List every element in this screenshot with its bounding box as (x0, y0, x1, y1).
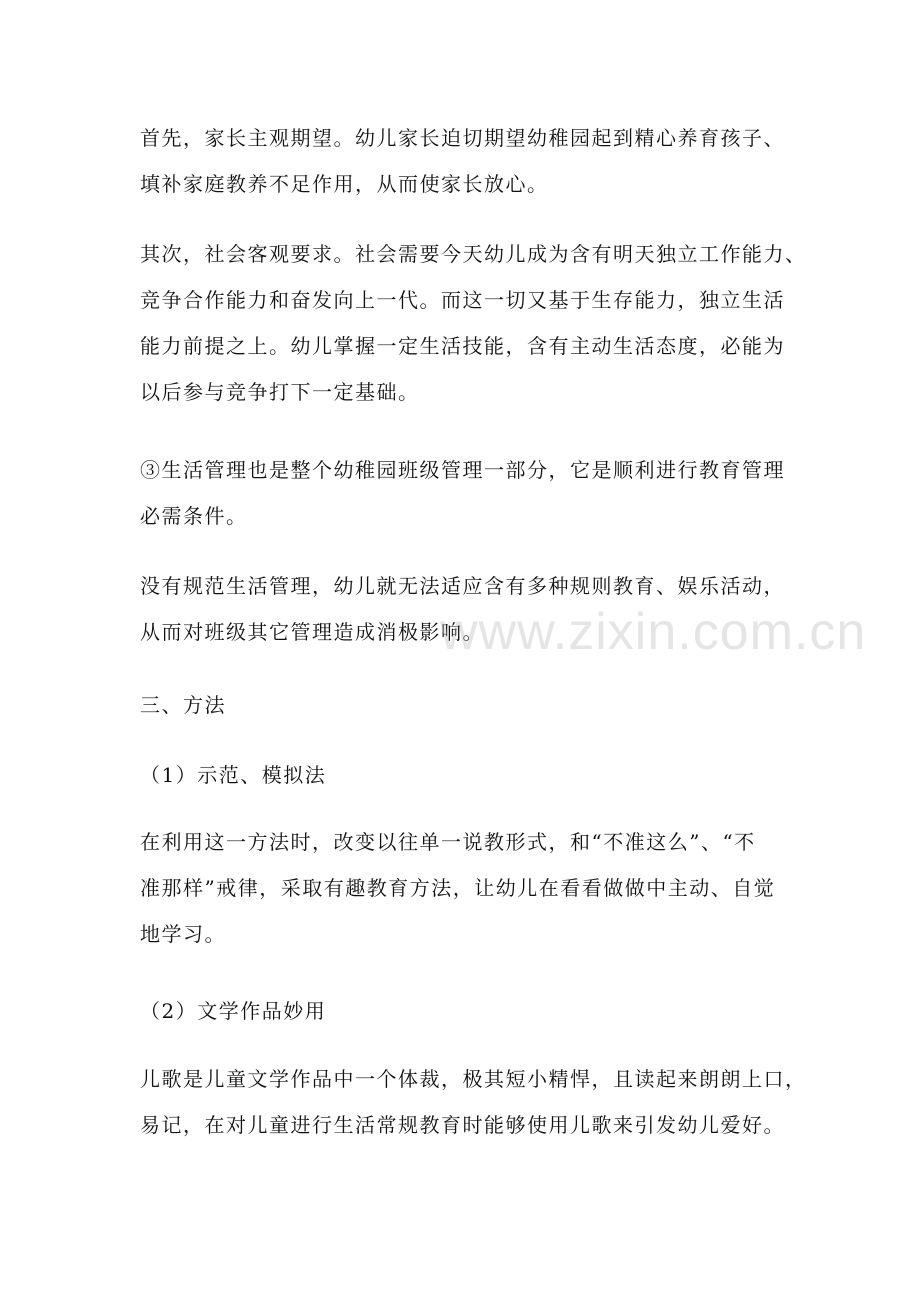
text-line: 以后参与竞争打下一定基础。 (140, 380, 420, 404)
text-line: 首先，家长主观期望。幼儿家长迫切期望幼稚园起到精心养育孩子、 (140, 126, 785, 150)
text-line: 在利用这一方法时，改变以往单一说教形式，和“不准这么”、“不 (140, 830, 756, 854)
text-line: 其次，社会客观要求。社会需要今天幼儿成为含有明天独立工作能力、 (140, 242, 807, 266)
text-line: 能力前提之上。幼儿掌握一定生活技能，含有主动生活态度，必能为 (140, 334, 785, 358)
text-line: ③生活管理也是整个幼稚园班级管理一部分，它是顺利进行教育管理 (140, 458, 785, 482)
section-heading-methods: 三、方法 (140, 693, 226, 717)
text-line: 从而对班级其它管理造成消极影响。 (140, 620, 484, 644)
text-line: 易记，在对儿童进行生活常规教育时能够使用儿歌来引发幼儿爱好。 (140, 1113, 785, 1137)
watermark: www.zixin.com.cn (440, 603, 867, 661)
paragraph-life-management (140, 447, 785, 539)
text-line: 儿歌是儿童文学作品中一个体裁，极其短小精悍，且读起来朗朗上口， (140, 1067, 807, 1091)
text-line: 准那样”戒律，采取有趣教育方法，让幼儿在看看做做中主动、自觉 (140, 876, 776, 900)
subheading-demonstration: （1）示范、模拟法 (140, 763, 327, 787)
paragraph-method-demonstration (140, 819, 782, 957)
paragraph-parent-expectation (140, 115, 785, 207)
subheading-literature: （2）文学作品妙用 (140, 999, 327, 1023)
text-line: 地学习。 (140, 922, 226, 946)
text-line: 必需条件。 (140, 504, 248, 528)
text-line: 竞争合作能力和奋发向上一代。而这一切又基于生存能力，独立生活 (140, 288, 785, 312)
text-line: 填补家庭教养不足作用，从而使家长放心。 (140, 172, 549, 196)
paragraph-social-requirement (140, 231, 807, 415)
paragraph-method-literature (140, 1056, 807, 1148)
text-line: 没有规范生活管理，幼儿就无法适应含有多种规则教育、娱乐活动， (140, 574, 785, 598)
